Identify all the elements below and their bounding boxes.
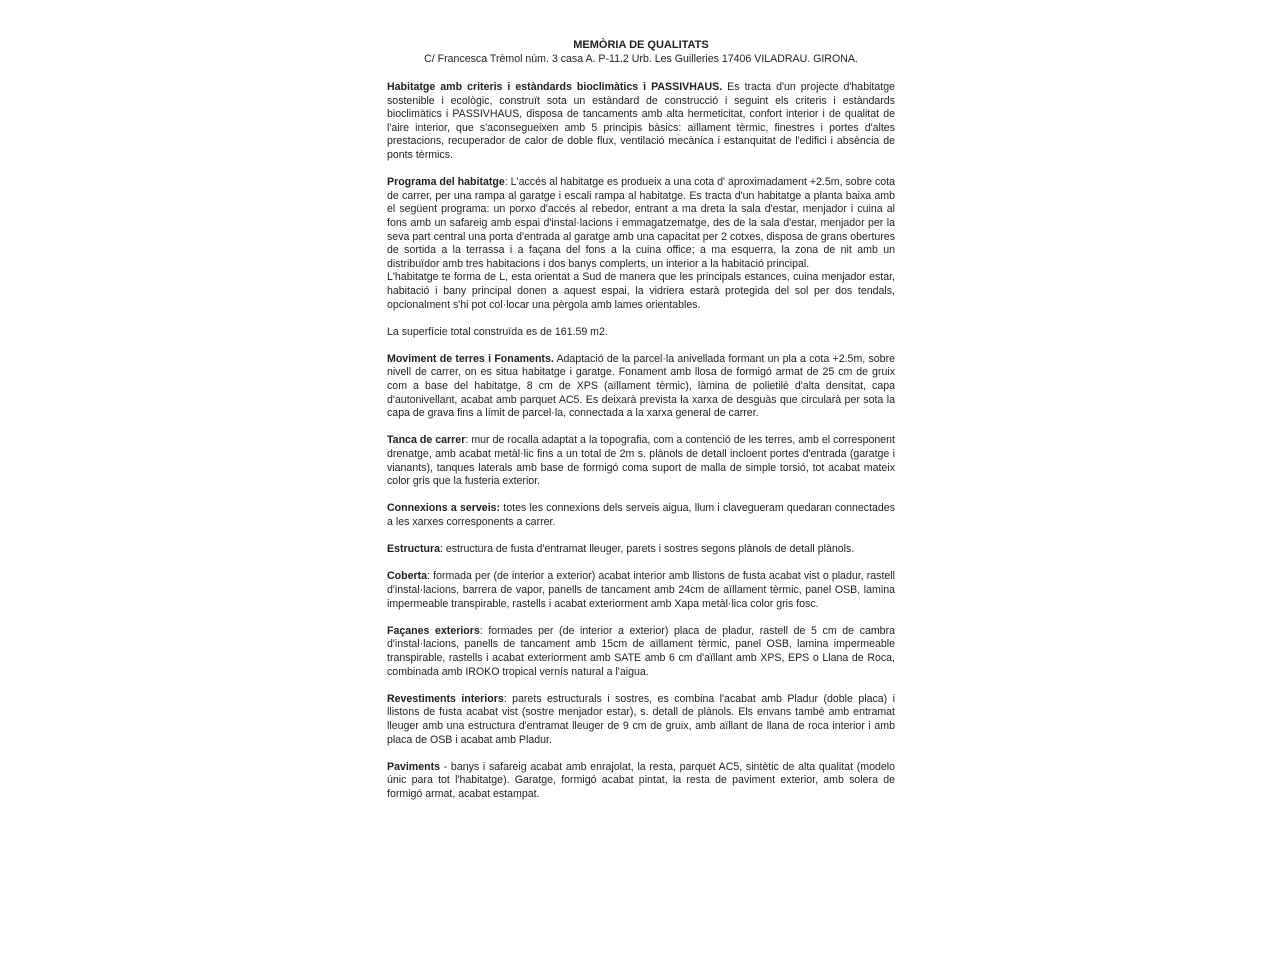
section-text: : mur de rocalla adaptat a la topografia, com a contenció de les terres, amb el corresponent drenatge, amb acabat metàl·lic fins a un total de 2m s. plànols de detall incloent portes d'entrada (garatge i vianants), tanques laterals amb base de formigó coma suport de malla de simple torsió, tot acabat mateix color gris que la fusteria exterior. xyxy=(387,434,896,488)
section-estructura xyxy=(387,543,895,557)
section-paragraph xyxy=(387,543,895,557)
section-paragraph-continued: L'habitatge te forma de L, esta orientat a Sud de manera que les principals estances, cuina menjador estar, habitació i bany principal donen a aquest espai, la vidriera estarà protegida del sol per dos tendals, opcionalment s'hi pot col·locar una pèrgola amb lames orientables. xyxy=(387,271,895,311)
section-paragraph xyxy=(387,81,895,163)
section-text: totes les connexions dels serveis aigua, llum i clavegueram quedaran connectades a les xarxes corresponents a carrer. xyxy=(387,502,895,528)
section-paviments xyxy=(387,761,895,802)
section-paragraph xyxy=(387,502,895,529)
section-paragraph xyxy=(387,353,895,421)
section-text: : estructura de fusta d'entramat lleuger, parets i sostres segons plànols de detall plànols. xyxy=(439,543,855,556)
section-text: Adaptació de la parcel·la anivellada formant un pla a cota +2.5m, sobre nivell de carrer, on es situa habitatge i garatge. Fonament amb llosa de formigó armat de 25 cm de gruix com a base del habitatge, 8 cm de XPS (aïllament tèrmic), làmina de polietilè d'alta densitat, capa d'autonivellant, acabat amb parquet AC5. Es deixarà prevista la xarxa de desguàs que circularà per sota la capa de grava fins a límit de parcel·la, connectada a la xarxa general de carrer. xyxy=(387,352,895,420)
section-heading: Façanes exteriors xyxy=(387,624,480,637)
document-title: MEMÒRIA DE QUALITATS xyxy=(573,39,709,51)
section-text: : parets estructurals i sostres, es combina l'acabat amb Pladur (doble placa) i llistons de fusta acabat vist (sostre menjador estar), s. detall de plànols. Els envans també amb entramat lleuger amb una estructura d'entramat lleuger de 9 cm de gruix, amb aïllant de llana de roca interior i amb placa de OSB i acabat amb Pladur. xyxy=(387,692,895,746)
section-text: Es tracta d'un projecte d'habitatge sostenible i ecològic, construït sota un estàndard de construcció i seguint els criteris i estàndards bioclimàtics i PASSIVHAUS, disposa de tancaments amb alta hermeticitat, confort interior i de qualitat de l'aire interior, que s'aconsegueixen amb 5 principis bàsics: aïllament tèrmic, finestres i portes d'altes prestacions, recuperador de calor de doble flux, ventilació mecànica i estanquitat de l'edifici i absència de ponts tèrmics. xyxy=(387,81,895,161)
section-paragraph xyxy=(387,693,895,747)
section-heading: Tanca de carrer xyxy=(387,434,466,447)
section-text: : formades per (de interior a exterior) placa de pladur, rastell de 5 cm de cambra d'instal·lacions, panells de tancament amb 15cm de aïllament tèrmic, panel OSB, lamina impermeable transpirable, rastells i acabat exteriorment amb SATE amb 6 cm d'aïllant amb XPS, EPS o Llana de Roca, combinada amb IROKO tropical vernís natural a l'aigua. xyxy=(387,624,895,678)
section-paragraph xyxy=(387,625,895,679)
section-connexions xyxy=(387,502,895,529)
section-paragraph xyxy=(387,570,895,611)
section-moviment-terres xyxy=(387,353,895,421)
section-facanes xyxy=(387,625,895,679)
section-programa xyxy=(387,176,895,312)
section-paragraph xyxy=(387,434,895,488)
section-heading: Programa del habitatge xyxy=(387,176,505,189)
section-passivhaus xyxy=(387,81,895,163)
section-text: La superfície total construïda es de 161.59 m2. xyxy=(387,325,608,338)
section-heading: Paviments xyxy=(387,760,440,773)
document-page xyxy=(387,38,895,815)
section-heading: Coberta xyxy=(387,570,428,583)
section-heading: Moviment de terres i Fonaments. xyxy=(387,352,554,365)
section-heading: Connexions a serveis: xyxy=(387,502,501,515)
section-tanca-carrer xyxy=(387,434,895,488)
section-coberta xyxy=(387,570,895,611)
section-text: - banys i safareig acabat amb enrajolat, la resta, parquet AC5, sintètic de alta qualitat (modelo únic para tot l'habitatge). Garatge, formigó acabat pintat, la resta de paviment exterior, amb solera de formigó armat, acabat estampat. xyxy=(387,760,895,800)
section-heading: Revestiments interiors xyxy=(387,692,504,705)
section-paragraph xyxy=(387,176,895,271)
section-superficie xyxy=(387,326,895,340)
section-revestiments xyxy=(387,693,895,747)
section-text: : L'accés al habitatge es produeix a una cota d' aproximadament +2.5m, sobre cota de carrer, per una rampa al garatge i escali rampa al habitatge. Es tracta d'un habitatge a planta baixa amb el següent programa: un porxo d'accés al rebedor, entrant a ma dreta la sala d'estar, menjador i cuina al fons amb un safareig amb espai d'instal·lacions i emmagatzematge, des de la sala d'estar, menjador per la seva part central una porta d'entrada al garatge amb una capacitat per 2 cotxes, disposa de grans obertures de sortida a la terrassa i a façana del fons a la cuina office; a ma esquerra, la zona de nit amb un distribuïdor amb tres habitacions i dos banys complerts, un interior a la habitació principal. xyxy=(387,176,895,270)
section-text: : formada per (de interior a exterior) acabat interior amb llistons de fusta acabat vist o pladur, rastell d'instal·lacions, barrera de vapor, panells de tancament amb 24cm de aïllament tèrmic, panel OSB, lamina impermeable transpirable, rastells i acabat exteriorment amb Xapa metàl·lica color gris fosc. xyxy=(387,570,895,610)
section-heading: Habitatge amb criteris i estàndards bioclimàtics i PASSIVHAUS. xyxy=(387,81,723,93)
section-heading: Estructura xyxy=(387,543,440,556)
section-paragraph xyxy=(387,761,895,802)
document-address: C/ Francesca Trèmol núm. 3 casa A. P-11.2 Urb. Les Guilleries 17406 VILADRAU. GIRONA. xyxy=(424,53,858,65)
